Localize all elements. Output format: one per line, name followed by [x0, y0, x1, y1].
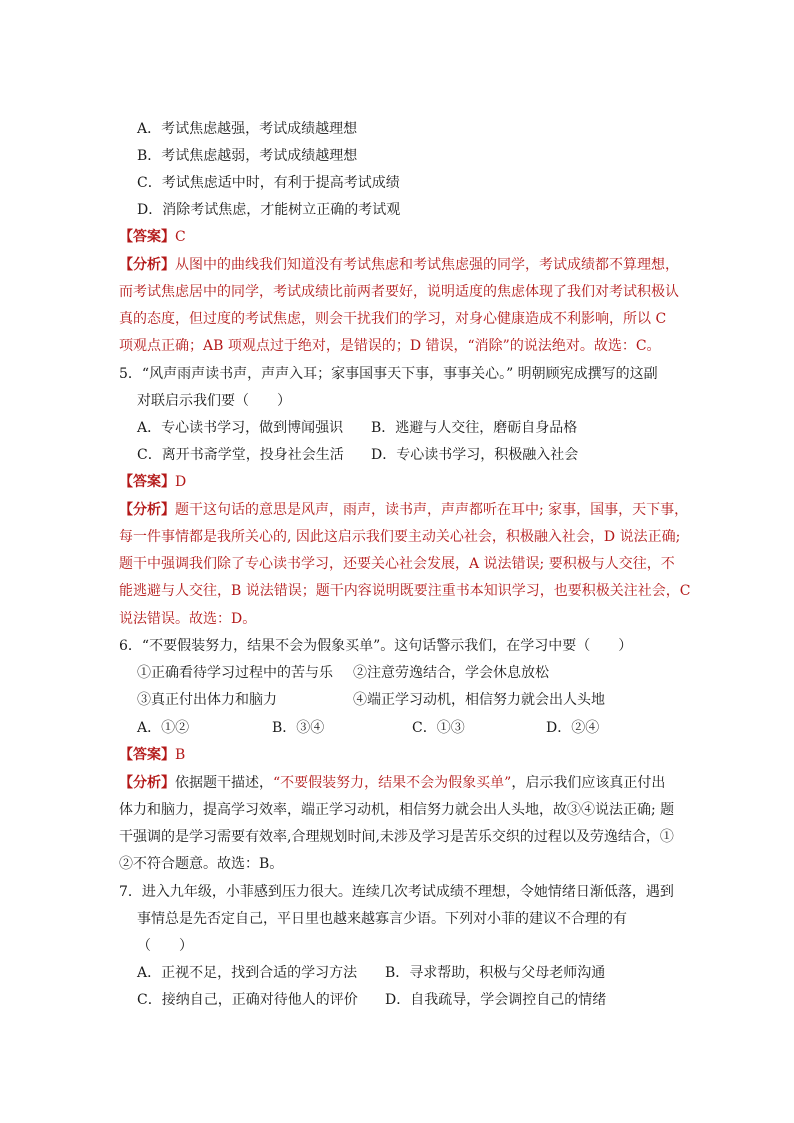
q5-analysis-line-5: 说法错误。故选：D。 [119, 611, 257, 627]
answer-value: B [175, 747, 186, 763]
analysis-text: 从图中的曲线我们知道没有考试焦虑和考试焦虑强的同学，考试成绩都不算理想， [175, 257, 679, 273]
q4-option-a: A．考试焦虑越强，考试成绩越理想 [137, 121, 358, 137]
q6-analysis-line-1 [119, 773, 665, 793]
q6-answer [119, 745, 185, 765]
answer-tag: 【答案】 [119, 747, 175, 763]
q5-analysis-line-1 [119, 500, 688, 520]
q6-option-c: C．①③ [412, 720, 465, 736]
analysis-text: 题干这句话的意思是风声，雨声，读书声，声声都听在耳中; 家事，国事，天下事， [175, 502, 689, 518]
q6-item-1: ①正确看待学习过程中的苦与乐 [137, 665, 333, 681]
answer-tag: 【答案】 [119, 229, 175, 245]
analysis-tag: 【分析】 [119, 775, 175, 791]
q7-option-a: A．正视不足，找到合适的学习方法 [137, 965, 358, 981]
q7-option-b: B．寻求帮助，积极与父母老师沟通 [385, 965, 606, 981]
q4-analysis-line-1 [119, 255, 679, 275]
q7-option-d: D．自我疏导，学会调控自己的情绪 [385, 992, 607, 1008]
analysis-tag: 【分析】 [119, 257, 175, 273]
analysis-text: ，启示我们应该真正付出 [511, 775, 666, 791]
answer-value: C [175, 229, 186, 245]
q4-option-b: B．考试焦虑越弱，考试成绩越理想 [137, 148, 358, 164]
answer-value: D [175, 474, 187, 490]
q5-option-b: B．逃避与人交往，磨砺自身品格 [371, 420, 578, 436]
q6-item-2: ②注意劳逸结合，学会休息放松 [353, 665, 549, 681]
q6-analysis-line-3: 干强调的是学习需要有效率,合理规划时间,未涉及学习是苦乐交织的过程以及劳逸结合，① [119, 829, 674, 845]
q5-option-d: D．专心读书学习，积极融入社会 [371, 447, 579, 463]
q6-stem: 6．“不要假装努力，结果不会为假象买单”。这句话警示我们，在学习中要（ ） [119, 638, 633, 654]
q6-option-a: A．①② [137, 720, 190, 736]
q5-option-c: C．离开书斋学堂，投身社会生活 [137, 447, 344, 463]
analysis-tag: 【分析】 [119, 502, 175, 518]
q5-stem-line-1: 5．“风声雨声读书声，声声入耳；家事国事天下事，事事关心。” 明朝顾宪成撰写的这副 [119, 366, 658, 382]
q6-analysis-line-4: ②不符合题意。故选：B。 [119, 856, 284, 872]
analysis-prefix: 依据题干描述， [175, 775, 273, 791]
q5-stem-line-2: 对联启示我们要（ ） [137, 393, 291, 409]
q7-option-c: C．接纳自己，正确对待他人的评价 [137, 992, 358, 1008]
q4-analysis-line-3: 真的态度，但过度的考试焦虑，则会干扰我们的学习，对身心健康造成不利影响，所以 C [119, 311, 667, 327]
q6-option-d: D．②④ [546, 720, 600, 736]
q6-analysis-line-2: 体力和脑力，提高学习效率，端正学习动机，相信努力就会出人头地，故③④说法正确; 题 [119, 802, 675, 818]
analysis-quote: “不要假装努力，结果不会为假象买单” [273, 775, 512, 791]
q5-option-a: A．专心读书学习，做到博闻强识 [137, 420, 344, 436]
q5-analysis-line-3: 题干中强调我们除了专心读书学习，还要关心社会发展，A 说法错误; 要积极与人交往，不 [119, 556, 675, 572]
q5-answer [119, 472, 186, 492]
q7-stem-line-2: 事情总是先否定自己，平日里也越来越寡言少语。下列对小菲的建议不合理的有 [137, 911, 627, 927]
q4-answer [119, 227, 186, 247]
q4-option-d: D．消除考试焦虑，才能树立正确的考试观 [137, 202, 401, 218]
q6-option-b: B．③④ [272, 720, 325, 736]
q5-analysis-line-2: 每一件事情都是我所关心的, 因此这启示我们要主动关心社会，积极融入社会，D 说法正确; [119, 529, 681, 545]
q6-item-4: ④端正学习动机，相信努力就会出人头地 [353, 692, 605, 708]
q7-stem-line-1: 7．进入九年级，小菲感到压力很大。连续几次考试成绩不理想，令她情绪日渐低落，遇到 [119, 884, 674, 900]
q5-analysis-line-4: 能逃避与人交往，B 说法错误；题干内容说明既要注重书本知识学习，也要积极关注社会，C [119, 583, 691, 599]
q4-option-c: C．考试焦虑适中时，有利于提高考试成绩 [137, 175, 400, 191]
answer-tag: 【答案】 [119, 474, 175, 490]
q4-analysis-line-4: 项观点正确；AB 项观点过于绝对，是错误的；D 错误，“消除”的说法绝对。故选：C。 [119, 338, 661, 354]
q7-stem-line-3: （ ） [137, 938, 193, 954]
q4-analysis-line-2: 而考试焦虑居中的同学，考试成绩比前两者要好，说明适度的焦虑体现了我们对考试积极认 [119, 284, 679, 300]
q6-item-3: ③真正付出体力和脑力 [137, 692, 277, 708]
